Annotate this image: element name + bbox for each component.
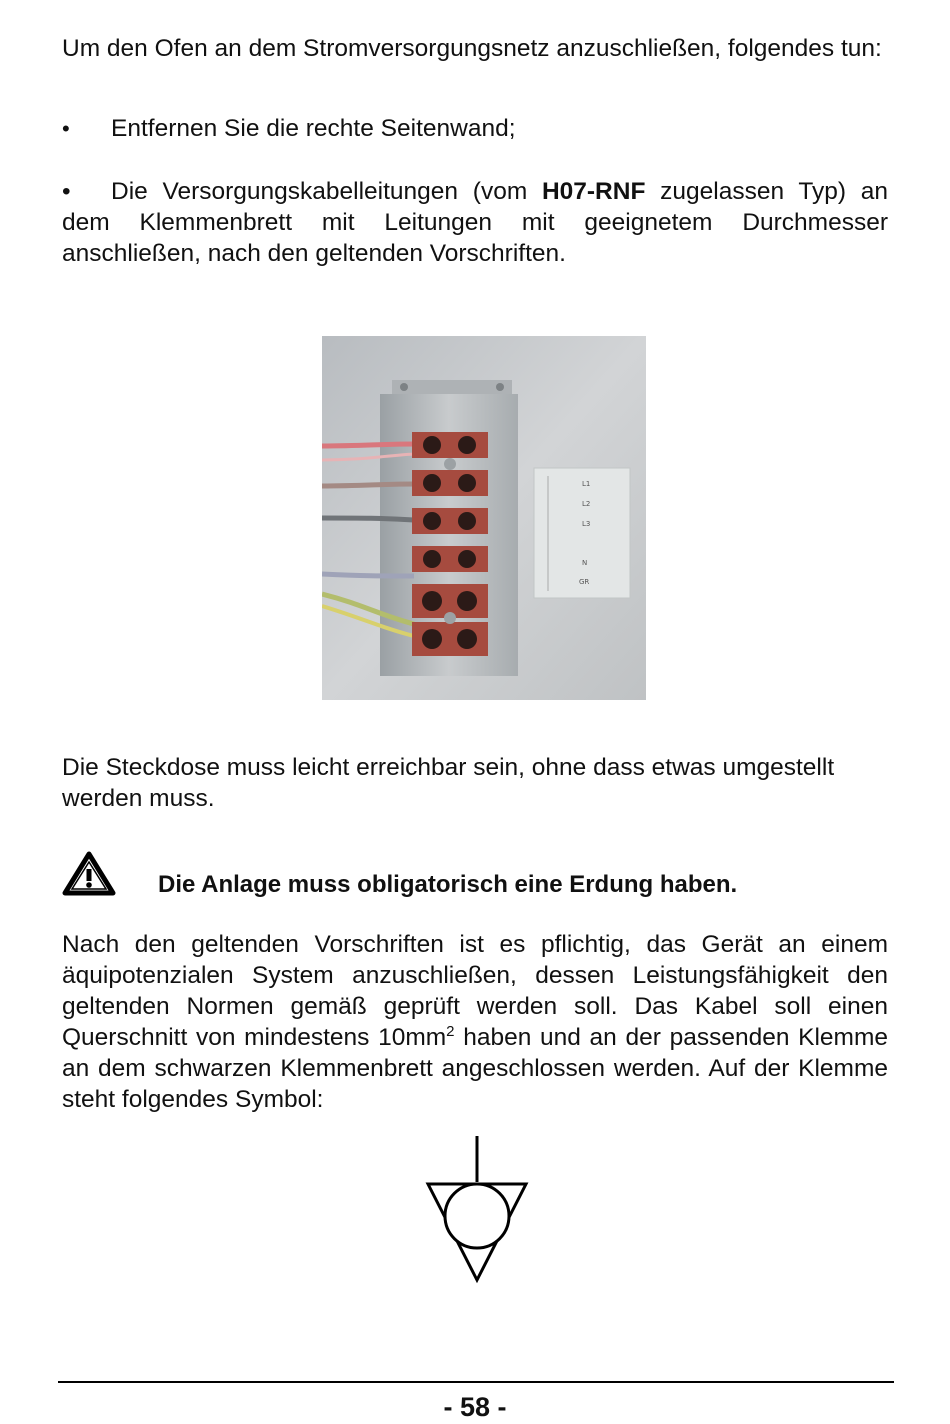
footer-divider — [58, 1381, 894, 1383]
warning-icon — [62, 851, 116, 897]
bullet-item-2 — [62, 176, 888, 269]
intro-text: Um den Ofen an dem Stromversorgungsnetz anzuschließen, folgendes tun: — [62, 35, 882, 62]
page-number: - 58 - — [443, 1392, 507, 1422]
bullet-2-text-a: Die Versorgungskabelleitungen (vom — [111, 178, 542, 205]
socket-note: Die Steckdose muss leicht erreichbar sein, ohne dass etwas umgestellt werden muss. — [62, 754, 835, 812]
label-gr: GR — [579, 578, 590, 586]
bullet-item-1: Entfernen Sie die rechte Seitenwand; — [111, 115, 516, 142]
superscript: 2 — [446, 1023, 455, 1040]
label-l2: L2 — [582, 500, 591, 508]
paragraph-text-a: Nach den geltenden Vorschriften ist es pflichtig, das Gerät an einem äquipotenzialen System anzuschließen, dessen Leistungsfähigkeit den geltenden Normen gemäß geprüft werden soll. Das Kabel soll einen Querschnitt von mindestens 10mm — [62, 931, 888, 1051]
equipotential-paragraph — [62, 929, 888, 1115]
cable-type: H07-RNF — [541, 178, 646, 205]
label-l3: L3 — [582, 520, 591, 528]
grounding-warning: Die Anlage muss obligatorisch eine Erdung haben. — [158, 871, 738, 898]
terminal-block-photo — [322, 336, 646, 700]
label-n: N — [582, 559, 588, 567]
bullet-dot: • — [62, 116, 70, 141]
label-l1: L1 — [582, 480, 591, 488]
paragraph-text-b: haben und an der passenden Klemme an dem schwarzen Klemmenbrett angeschlossen werden. Auf der Klemme steht folgendes Symbol: — [62, 1024, 888, 1113]
bullet-dot: • — [62, 178, 71, 205]
bullet-2-text-b: zugelassen Typ) an dem Klemmenbrett mit Leitungen mit geeignetem Durchmesser anschließen, nach den geltenden Vorschriften. — [62, 178, 888, 267]
equipotential-symbol-icon — [422, 1134, 532, 1286]
